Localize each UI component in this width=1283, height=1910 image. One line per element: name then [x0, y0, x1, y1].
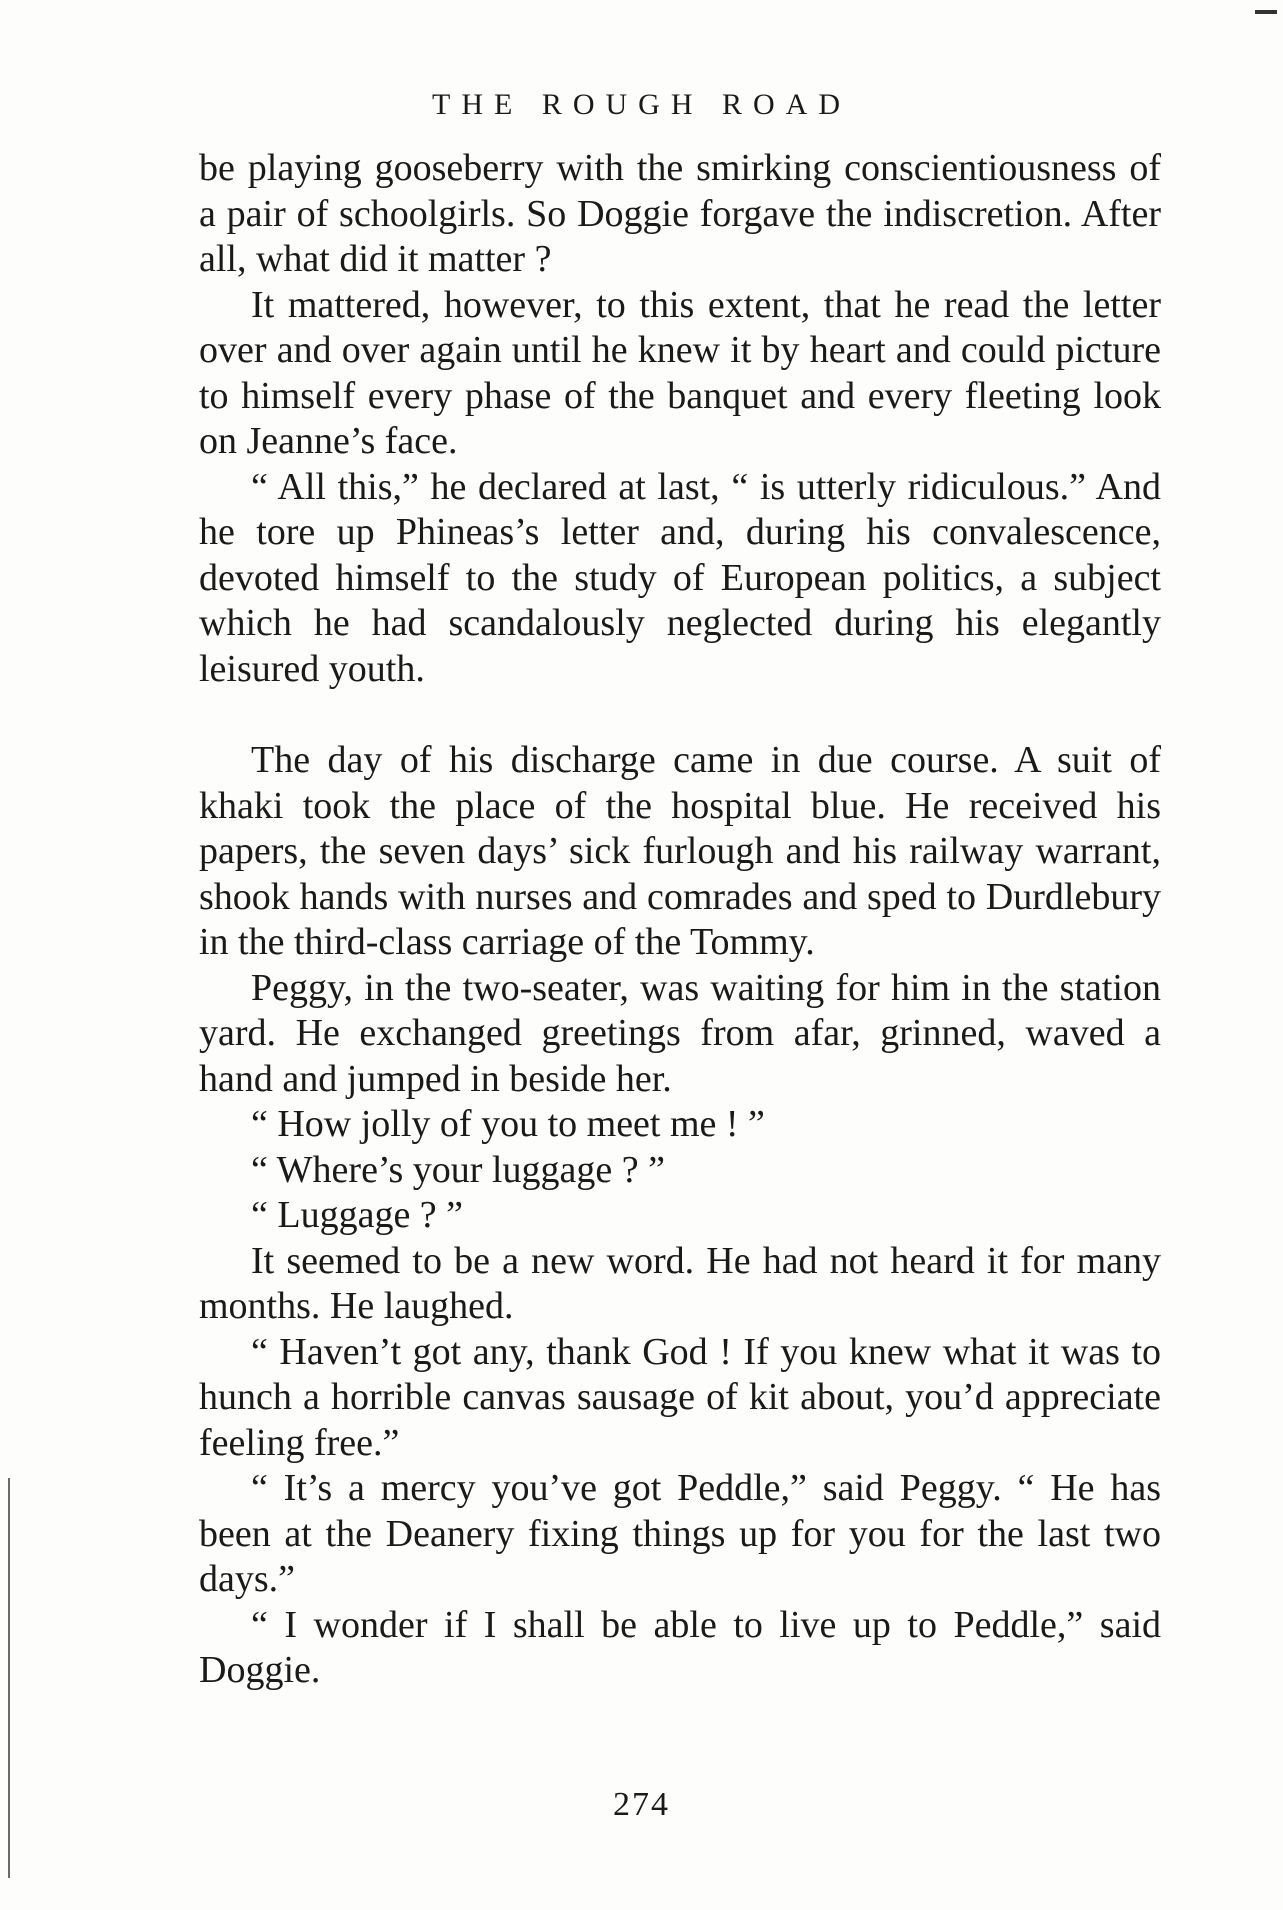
paragraph: It mattered, however, to this extent, that he read the letter over and over again until he knew it by heart and could picture to himself every phase of the banquet and every fleeting look on Jeanne’s face.: [199, 283, 1161, 462]
scan-corner-mark: [1255, 10, 1277, 14]
paragraph: Peggy, in the two-seater, was waiting for him in the station yard. He exchanged greetings from afar, grinned, waved a hand and jumped in beside her.: [199, 966, 1161, 1100]
dialogue-line: “ I wonder if I shall be able to live up to Peddle,” said Doggie.: [199, 1603, 1161, 1691]
paragraph-section-start: The day of his discharge came in due course. A suit of khaki took the place of the hospital blue. He received his papers, the seven days’ sick furlough and his railway warrant, shook hands with nurses and comrades and sped to Durdlebury in the third-class carriage of the Tommy.: [199, 739, 1161, 963]
body-text: [199, 146, 1161, 1694]
paragraph-continued: be playing gooseberry with the smirking conscientiousness of a pair of schoolgirls. So Doggie forgave the indiscretion. After all, what did it matter ?: [199, 147, 1161, 280]
dialogue-line: “ Luggage ? ”: [251, 1194, 464, 1236]
dialogue-line: “ How jolly of you to meet me ! ”: [251, 1103, 765, 1145]
dialogue-line: “ It’s a mercy you’ve got Peddle,” said Peggy. “ He has been at the Deanery fixing things up for you for the last two days.”: [199, 1467, 1161, 1600]
paragraph: “ All this,” he declared at last, “ is utterly ridiculous.” And he tore up Phineas’s letter and, during his convalescence, devoted himself to the study of European politics, a subject which he had scandalously neglected during his elegantly leisured youth.: [199, 465, 1161, 690]
dialogue-line: “ Haven’t got any, thank God ! If you knew what it was to hunch a horrible canvas sausage of kit about, you’d appreciate feeling free.”: [199, 1330, 1161, 1464]
running-head: THE ROUGH ROAD: [432, 88, 851, 121]
page-number: 274: [613, 1786, 670, 1823]
paragraph: It seemed to be a new word. He had not heard it for many months. He laughed.: [199, 1239, 1161, 1327]
dialogue-line: “ Where’s your luggage ? ”: [251, 1148, 665, 1191]
